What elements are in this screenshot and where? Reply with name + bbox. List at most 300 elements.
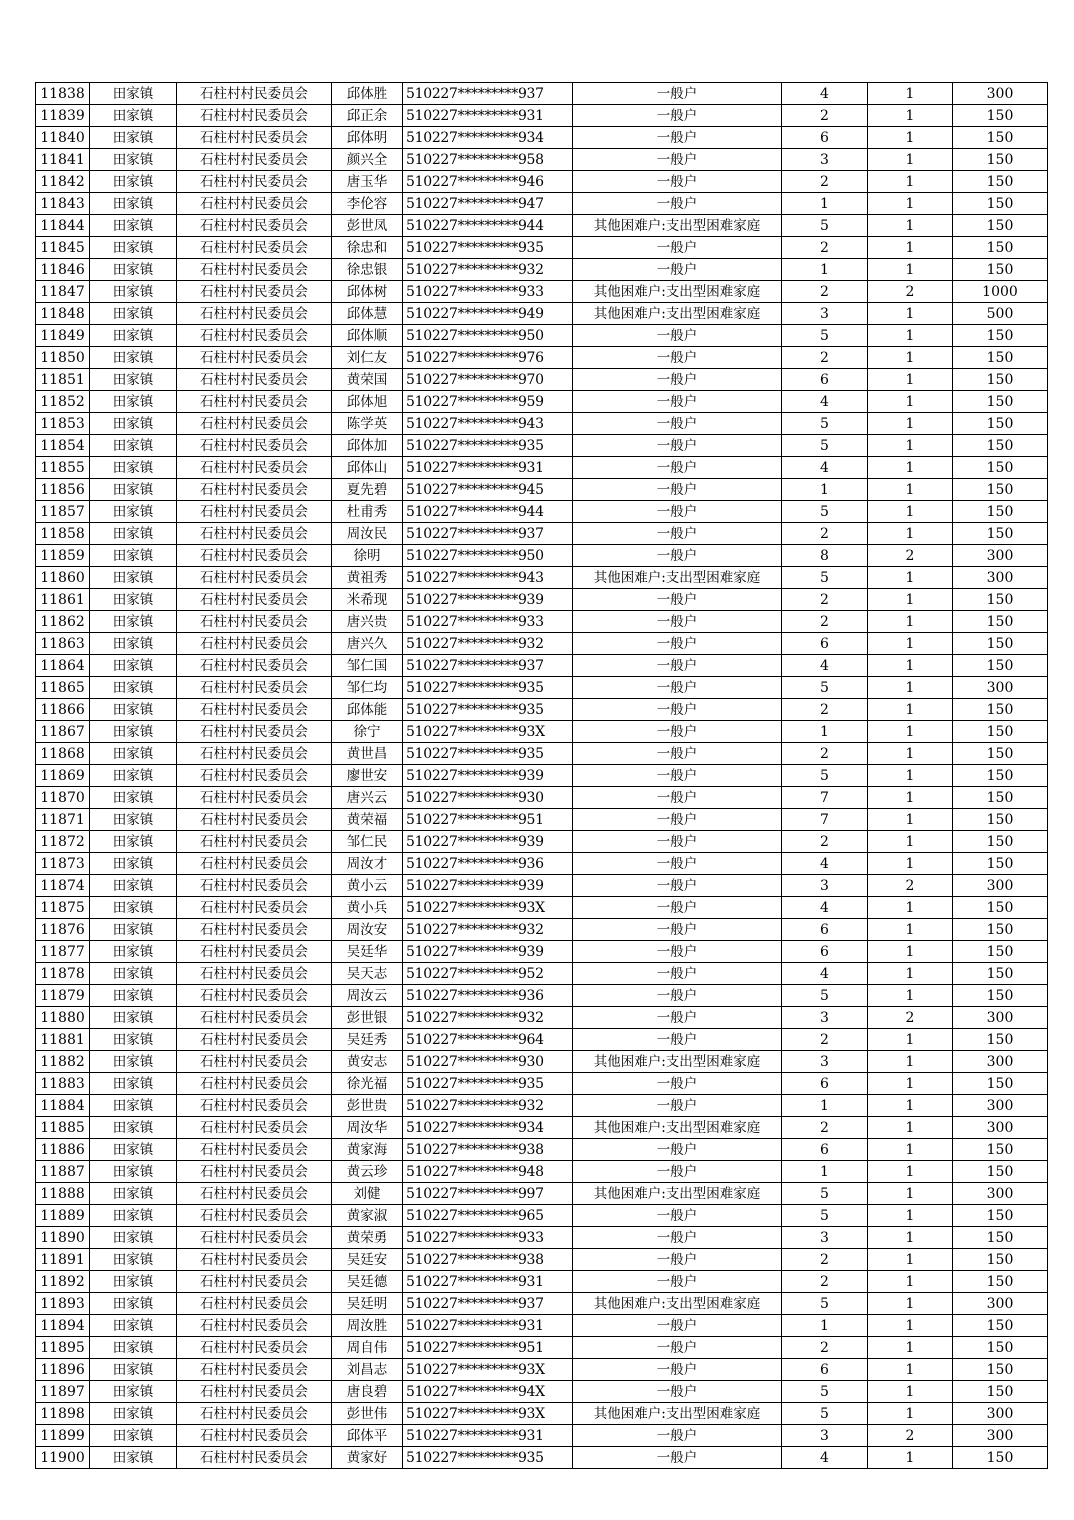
cell-amount: 300 xyxy=(953,567,1048,589)
table-row xyxy=(36,875,1048,897)
cell-name: 徐明 xyxy=(332,545,403,567)
cell-village-committee: 石柱村村民委员会 xyxy=(177,1007,332,1029)
cell-household-size: 1 xyxy=(782,721,868,743)
cell-serial: 11840 xyxy=(36,127,90,149)
cell-household-size: 6 xyxy=(782,369,868,391)
cell-village-committee: 石柱村村民委员会 xyxy=(177,699,332,721)
cell-village-committee: 石柱村村民委员会 xyxy=(177,875,332,897)
cell-household-size: 3 xyxy=(782,1227,868,1249)
cell-village-committee: 石柱村村民委员会 xyxy=(177,1425,332,1447)
cell-household-type: 其他困难户:支出型困难家庭 xyxy=(573,281,782,303)
cell-amount: 150 xyxy=(953,501,1048,523)
cell-name: 邱体顺 xyxy=(332,325,403,347)
table-row xyxy=(36,831,1048,853)
cell-id-number: 510227*********93X xyxy=(403,721,573,743)
cell-serial: 11842 xyxy=(36,171,90,193)
cell-serial: 11885 xyxy=(36,1117,90,1139)
household-subsidy-table xyxy=(35,82,1048,1469)
table-row xyxy=(36,1403,1048,1425)
cell-household-type: 一般户 xyxy=(573,1359,782,1381)
cell-town: 田家镇 xyxy=(90,655,177,677)
cell-name: 唐玉华 xyxy=(332,171,403,193)
cell-serial: 11891 xyxy=(36,1249,90,1271)
table-row xyxy=(36,1095,1048,1117)
cell-id-number: 510227*********935 xyxy=(403,743,573,765)
cell-town: 田家镇 xyxy=(90,1139,177,1161)
cell-name: 周汝华 xyxy=(332,1117,403,1139)
cell-amount: 150 xyxy=(953,1073,1048,1095)
table-row xyxy=(36,611,1048,633)
cell-id-number: 510227*********935 xyxy=(403,677,573,699)
cell-village-committee: 石柱村村民委员会 xyxy=(177,633,332,655)
cell-village-committee: 石柱村村民委员会 xyxy=(177,347,332,369)
cell-id-number: 510227*********939 xyxy=(403,875,573,897)
cell-village-committee: 石柱村村民委员会 xyxy=(177,391,332,413)
cell-id-number: 510227*********931 xyxy=(403,1271,573,1293)
cell-count: 1 xyxy=(868,1447,953,1469)
cell-amount: 150 xyxy=(953,523,1048,545)
cell-serial: 11847 xyxy=(36,281,90,303)
cell-count: 1 xyxy=(868,1117,953,1139)
cell-household-type: 一般户 xyxy=(573,1139,782,1161)
cell-count: 2 xyxy=(868,875,953,897)
cell-household-size: 7 xyxy=(782,787,868,809)
cell-village-committee: 石柱村村民委员会 xyxy=(177,721,332,743)
cell-count: 1 xyxy=(868,589,953,611)
cell-id-number: 510227*********935 xyxy=(403,435,573,457)
cell-town: 田家镇 xyxy=(90,831,177,853)
cell-village-committee: 石柱村村民委员会 xyxy=(177,567,332,589)
cell-id-number: 510227*********932 xyxy=(403,633,573,655)
cell-household-type: 一般户 xyxy=(573,1271,782,1293)
cell-town: 田家镇 xyxy=(90,1073,177,1095)
cell-count: 1 xyxy=(868,897,953,919)
table-row xyxy=(36,325,1048,347)
cell-village-committee: 石柱村村民委员会 xyxy=(177,853,332,875)
cell-serial: 11839 xyxy=(36,105,90,127)
table-row xyxy=(36,1183,1048,1205)
cell-town: 田家镇 xyxy=(90,1205,177,1227)
cell-id-number: 510227*********931 xyxy=(403,105,573,127)
cell-town: 田家镇 xyxy=(90,127,177,149)
cell-household-type: 一般户 xyxy=(573,787,782,809)
cell-household-size: 1 xyxy=(782,259,868,281)
cell-household-type: 一般户 xyxy=(573,347,782,369)
cell-household-size: 5 xyxy=(782,1293,868,1315)
cell-amount: 150 xyxy=(953,237,1048,259)
cell-amount: 150 xyxy=(953,721,1048,743)
cell-serial: 11851 xyxy=(36,369,90,391)
cell-id-number: 510227*********951 xyxy=(403,1337,573,1359)
table-row xyxy=(36,413,1048,435)
cell-serial: 11870 xyxy=(36,787,90,809)
cell-household-type: 一般户 xyxy=(573,875,782,897)
cell-household-size: 5 xyxy=(782,435,868,457)
cell-amount: 150 xyxy=(953,127,1048,149)
cell-household-size: 6 xyxy=(782,941,868,963)
table-row xyxy=(36,765,1048,787)
table-row xyxy=(36,259,1048,281)
cell-count: 1 xyxy=(868,963,953,985)
table-row xyxy=(36,853,1048,875)
cell-household-size: 2 xyxy=(782,105,868,127)
cell-id-number: 510227*********937 xyxy=(403,83,573,105)
cell-town: 田家镇 xyxy=(90,699,177,721)
table-row xyxy=(36,589,1048,611)
cell-village-committee: 石柱村村民委员会 xyxy=(177,809,332,831)
cell-name: 徐光福 xyxy=(332,1073,403,1095)
cell-name: 徐宁 xyxy=(332,721,403,743)
cell-id-number: 510227*********939 xyxy=(403,765,573,787)
cell-amount: 150 xyxy=(953,809,1048,831)
cell-amount: 150 xyxy=(953,985,1048,1007)
table-row xyxy=(36,567,1048,589)
cell-household-size: 1 xyxy=(782,1161,868,1183)
cell-town: 田家镇 xyxy=(90,589,177,611)
cell-id-number: 510227*********933 xyxy=(403,281,573,303)
cell-serial: 11866 xyxy=(36,699,90,721)
cell-town: 田家镇 xyxy=(90,1381,177,1403)
cell-household-size: 5 xyxy=(782,325,868,347)
cell-count: 1 xyxy=(868,1249,953,1271)
cell-serial: 11867 xyxy=(36,721,90,743)
cell-amount: 150 xyxy=(953,963,1048,985)
cell-town: 田家镇 xyxy=(90,501,177,523)
cell-serial: 11849 xyxy=(36,325,90,347)
cell-household-type: 一般户 xyxy=(573,677,782,699)
cell-name: 刘健 xyxy=(332,1183,403,1205)
table-row xyxy=(36,435,1048,457)
cell-id-number: 510227*********947 xyxy=(403,193,573,215)
cell-town: 田家镇 xyxy=(90,171,177,193)
table-row xyxy=(36,897,1048,919)
cell-id-number: 510227*********946 xyxy=(403,171,573,193)
cell-household-size: 5 xyxy=(782,1183,868,1205)
cell-count: 1 xyxy=(868,699,953,721)
cell-village-committee: 石柱村村民委员会 xyxy=(177,149,332,171)
cell-serial: 11865 xyxy=(36,677,90,699)
cell-name: 吴廷明 xyxy=(332,1293,403,1315)
cell-household-type: 一般户 xyxy=(573,523,782,545)
cell-count: 2 xyxy=(868,545,953,567)
cell-name: 唐良碧 xyxy=(332,1381,403,1403)
cell-serial: 11899 xyxy=(36,1425,90,1447)
cell-town: 田家镇 xyxy=(90,215,177,237)
table-row xyxy=(36,1293,1048,1315)
cell-household-type: 一般户 xyxy=(573,1007,782,1029)
cell-id-number: 510227*********932 xyxy=(403,1095,573,1117)
cell-village-committee: 石柱村村民委员会 xyxy=(177,127,332,149)
cell-amount: 150 xyxy=(953,215,1048,237)
cell-household-size: 6 xyxy=(782,919,868,941)
cell-household-size: 2 xyxy=(782,1337,868,1359)
cell-town: 田家镇 xyxy=(90,963,177,985)
cell-village-committee: 石柱村村民委员会 xyxy=(177,501,332,523)
cell-name: 廖世安 xyxy=(332,765,403,787)
cell-id-number: 510227*********937 xyxy=(403,1293,573,1315)
cell-id-number: 510227*********936 xyxy=(403,985,573,1007)
cell-count: 1 xyxy=(868,1051,953,1073)
cell-town: 田家镇 xyxy=(90,1447,177,1469)
cell-count: 1 xyxy=(868,1139,953,1161)
cell-village-committee: 石柱村村民委员会 xyxy=(177,1359,332,1381)
table-row xyxy=(36,809,1048,831)
cell-count: 1 xyxy=(868,1403,953,1425)
cell-town: 田家镇 xyxy=(90,193,177,215)
cell-village-committee: 石柱村村民委员会 xyxy=(177,1249,332,1271)
cell-household-type: 一般户 xyxy=(573,1073,782,1095)
cell-town: 田家镇 xyxy=(90,1227,177,1249)
cell-count: 1 xyxy=(868,83,953,105)
cell-village-committee: 石柱村村民委员会 xyxy=(177,413,332,435)
cell-household-size: 1 xyxy=(782,479,868,501)
cell-serial: 11855 xyxy=(36,457,90,479)
cell-count: 1 xyxy=(868,787,953,809)
cell-name: 吴廷秀 xyxy=(332,1029,403,1051)
cell-amount: 150 xyxy=(953,1249,1048,1271)
cell-id-number: 510227*********935 xyxy=(403,699,573,721)
cell-id-number: 510227*********935 xyxy=(403,237,573,259)
cell-town: 田家镇 xyxy=(90,1271,177,1293)
cell-count: 1 xyxy=(868,347,953,369)
cell-village-committee: 石柱村村民委员会 xyxy=(177,545,332,567)
cell-household-size: 4 xyxy=(782,963,868,985)
cell-town: 田家镇 xyxy=(90,677,177,699)
cell-village-committee: 石柱村村民委员会 xyxy=(177,743,332,765)
cell-amount: 300 xyxy=(953,1051,1048,1073)
cell-amount: 150 xyxy=(953,1359,1048,1381)
cell-count: 1 xyxy=(868,677,953,699)
cell-name: 黄祖秀 xyxy=(332,567,403,589)
table-row xyxy=(36,281,1048,303)
cell-household-type: 一般户 xyxy=(573,963,782,985)
cell-id-number: 510227*********933 xyxy=(403,1227,573,1249)
cell-household-size: 5 xyxy=(782,1403,868,1425)
cell-household-type: 其他困难户:支出型困难家庭 xyxy=(573,567,782,589)
cell-village-committee: 石柱村村民委员会 xyxy=(177,1403,332,1425)
cell-name: 刘昌志 xyxy=(332,1359,403,1381)
cell-village-committee: 石柱村村民委员会 xyxy=(177,919,332,941)
cell-serial: 11848 xyxy=(36,303,90,325)
cell-town: 田家镇 xyxy=(90,743,177,765)
cell-household-type: 一般户 xyxy=(573,1249,782,1271)
cell-count: 1 xyxy=(868,325,953,347)
cell-household-type: 一般户 xyxy=(573,259,782,281)
cell-village-committee: 石柱村村民委员会 xyxy=(177,237,332,259)
cell-name: 邹仁国 xyxy=(332,655,403,677)
table-row xyxy=(36,391,1048,413)
cell-count: 1 xyxy=(868,457,953,479)
cell-town: 田家镇 xyxy=(90,1095,177,1117)
cell-count: 1 xyxy=(868,721,953,743)
cell-household-size: 3 xyxy=(782,1051,868,1073)
cell-serial: 11873 xyxy=(36,853,90,875)
table-row xyxy=(36,655,1048,677)
cell-town: 田家镇 xyxy=(90,919,177,941)
cell-town: 田家镇 xyxy=(90,1051,177,1073)
cell-town: 田家镇 xyxy=(90,347,177,369)
cell-id-number: 510227*********932 xyxy=(403,259,573,281)
cell-amount: 150 xyxy=(953,479,1048,501)
table-row xyxy=(36,721,1048,743)
cell-name: 吴廷德 xyxy=(332,1271,403,1293)
cell-serial: 11853 xyxy=(36,413,90,435)
cell-town: 田家镇 xyxy=(90,369,177,391)
cell-town: 田家镇 xyxy=(90,237,177,259)
cell-amount: 150 xyxy=(953,1227,1048,1249)
cell-serial: 11861 xyxy=(36,589,90,611)
cell-serial: 11871 xyxy=(36,809,90,831)
cell-household-type: 一般户 xyxy=(573,699,782,721)
cell-name: 黄荣福 xyxy=(332,809,403,831)
cell-amount: 1000 xyxy=(953,281,1048,303)
cell-id-number: 510227*********945 xyxy=(403,479,573,501)
cell-amount: 150 xyxy=(953,853,1048,875)
cell-count: 1 xyxy=(868,1183,953,1205)
cell-amount: 300 xyxy=(953,875,1048,897)
cell-household-type: 其他困难户:支出型困难家庭 xyxy=(573,1051,782,1073)
cell-name: 邹仁民 xyxy=(332,831,403,853)
cell-household-size: 4 xyxy=(782,853,868,875)
cell-count: 1 xyxy=(868,611,953,633)
cell-village-committee: 石柱村村民委员会 xyxy=(177,281,332,303)
cell-count: 1 xyxy=(868,127,953,149)
cell-id-number: 510227*********949 xyxy=(403,303,573,325)
cell-household-type: 一般户 xyxy=(573,369,782,391)
table-row xyxy=(36,127,1048,149)
cell-amount: 300 xyxy=(953,1007,1048,1029)
cell-name: 徐忠银 xyxy=(332,259,403,281)
cell-town: 田家镇 xyxy=(90,633,177,655)
cell-count: 1 xyxy=(868,1293,953,1315)
cell-household-size: 1 xyxy=(782,1315,868,1337)
cell-name: 邱体明 xyxy=(332,127,403,149)
cell-name: 吴廷华 xyxy=(332,941,403,963)
table-row xyxy=(36,215,1048,237)
cell-village-committee: 石柱村村民委员会 xyxy=(177,1315,332,1337)
cell-amount: 150 xyxy=(953,193,1048,215)
cell-household-type: 一般户 xyxy=(573,1095,782,1117)
cell-name: 彭世银 xyxy=(332,1007,403,1029)
cell-count: 1 xyxy=(868,941,953,963)
cell-count: 2 xyxy=(868,281,953,303)
cell-count: 1 xyxy=(868,501,953,523)
cell-town: 田家镇 xyxy=(90,105,177,127)
cell-name: 米希现 xyxy=(332,589,403,611)
cell-name: 黄家淑 xyxy=(332,1205,403,1227)
cell-household-size: 2 xyxy=(782,831,868,853)
cell-household-size: 4 xyxy=(782,83,868,105)
cell-serial: 11880 xyxy=(36,1007,90,1029)
cell-household-type: 一般户 xyxy=(573,501,782,523)
cell-id-number: 510227*********930 xyxy=(403,787,573,809)
cell-serial: 11856 xyxy=(36,479,90,501)
cell-household-size: 2 xyxy=(782,171,868,193)
cell-household-type: 一般户 xyxy=(573,919,782,941)
cell-count: 1 xyxy=(868,765,953,787)
cell-id-number: 510227*********932 xyxy=(403,1007,573,1029)
cell-village-committee: 石柱村村民委员会 xyxy=(177,193,332,215)
cell-name: 邱体加 xyxy=(332,435,403,457)
cell-count: 1 xyxy=(868,237,953,259)
cell-amount: 150 xyxy=(953,611,1048,633)
table-row xyxy=(36,501,1048,523)
cell-name: 彭世伟 xyxy=(332,1403,403,1425)
cell-household-size: 1 xyxy=(782,193,868,215)
table-row xyxy=(36,1425,1048,1447)
cell-id-number: 510227*********944 xyxy=(403,501,573,523)
cell-name: 邱正余 xyxy=(332,105,403,127)
cell-household-size: 5 xyxy=(782,413,868,435)
cell-id-number: 510227*********939 xyxy=(403,589,573,611)
cell-village-committee: 石柱村村民委员会 xyxy=(177,1117,332,1139)
cell-count: 1 xyxy=(868,259,953,281)
cell-amount: 300 xyxy=(953,1425,1048,1447)
cell-count: 1 xyxy=(868,743,953,765)
cell-name: 邱体旭 xyxy=(332,391,403,413)
cell-serial: 11888 xyxy=(36,1183,90,1205)
cell-household-type: 一般户 xyxy=(573,765,782,787)
cell-town: 田家镇 xyxy=(90,479,177,501)
cell-name: 周汝才 xyxy=(332,853,403,875)
cell-town: 田家镇 xyxy=(90,941,177,963)
cell-amount: 300 xyxy=(953,1403,1048,1425)
table-row xyxy=(36,1073,1048,1095)
cell-village-committee: 石柱村村民委员会 xyxy=(177,1051,332,1073)
cell-name: 黄家好 xyxy=(332,1447,403,1469)
cell-household-size: 5 xyxy=(782,677,868,699)
cell-household-type: 一般户 xyxy=(573,1425,782,1447)
cell-household-type: 其他困难户:支出型困难家庭 xyxy=(573,1403,782,1425)
cell-household-size: 6 xyxy=(782,633,868,655)
cell-name: 黄家海 xyxy=(332,1139,403,1161)
cell-town: 田家镇 xyxy=(90,567,177,589)
cell-village-committee: 石柱村村民委员会 xyxy=(177,1095,332,1117)
cell-household-size: 4 xyxy=(782,897,868,919)
cell-household-size: 5 xyxy=(782,765,868,787)
cell-town: 田家镇 xyxy=(90,1183,177,1205)
cell-name: 唐兴贵 xyxy=(332,611,403,633)
cell-household-type: 一般户 xyxy=(573,83,782,105)
cell-household-type: 一般户 xyxy=(573,985,782,1007)
cell-serial: 11858 xyxy=(36,523,90,545)
cell-name: 邱体山 xyxy=(332,457,403,479)
cell-serial: 11884 xyxy=(36,1095,90,1117)
cell-town: 田家镇 xyxy=(90,149,177,171)
cell-household-type: 一般户 xyxy=(573,589,782,611)
cell-serial: 11877 xyxy=(36,941,90,963)
cell-serial: 11898 xyxy=(36,1403,90,1425)
cell-serial: 11844 xyxy=(36,215,90,237)
table-row xyxy=(36,457,1048,479)
cell-household-size: 4 xyxy=(782,1447,868,1469)
cell-id-number: 510227*********939 xyxy=(403,831,573,853)
cell-count: 1 xyxy=(868,809,953,831)
cell-id-number: 510227*********959 xyxy=(403,391,573,413)
table-row xyxy=(36,1249,1048,1271)
cell-town: 田家镇 xyxy=(90,83,177,105)
cell-name: 周汝胜 xyxy=(332,1315,403,1337)
table-row xyxy=(36,919,1048,941)
cell-id-number: 510227*********944 xyxy=(403,215,573,237)
cell-household-size: 3 xyxy=(782,875,868,897)
table-row xyxy=(36,545,1048,567)
cell-amount: 150 xyxy=(953,1029,1048,1051)
cell-town: 田家镇 xyxy=(90,1315,177,1337)
cell-household-size: 2 xyxy=(782,589,868,611)
cell-village-committee: 石柱村村民委员会 xyxy=(177,1293,332,1315)
cell-count: 1 xyxy=(868,1337,953,1359)
